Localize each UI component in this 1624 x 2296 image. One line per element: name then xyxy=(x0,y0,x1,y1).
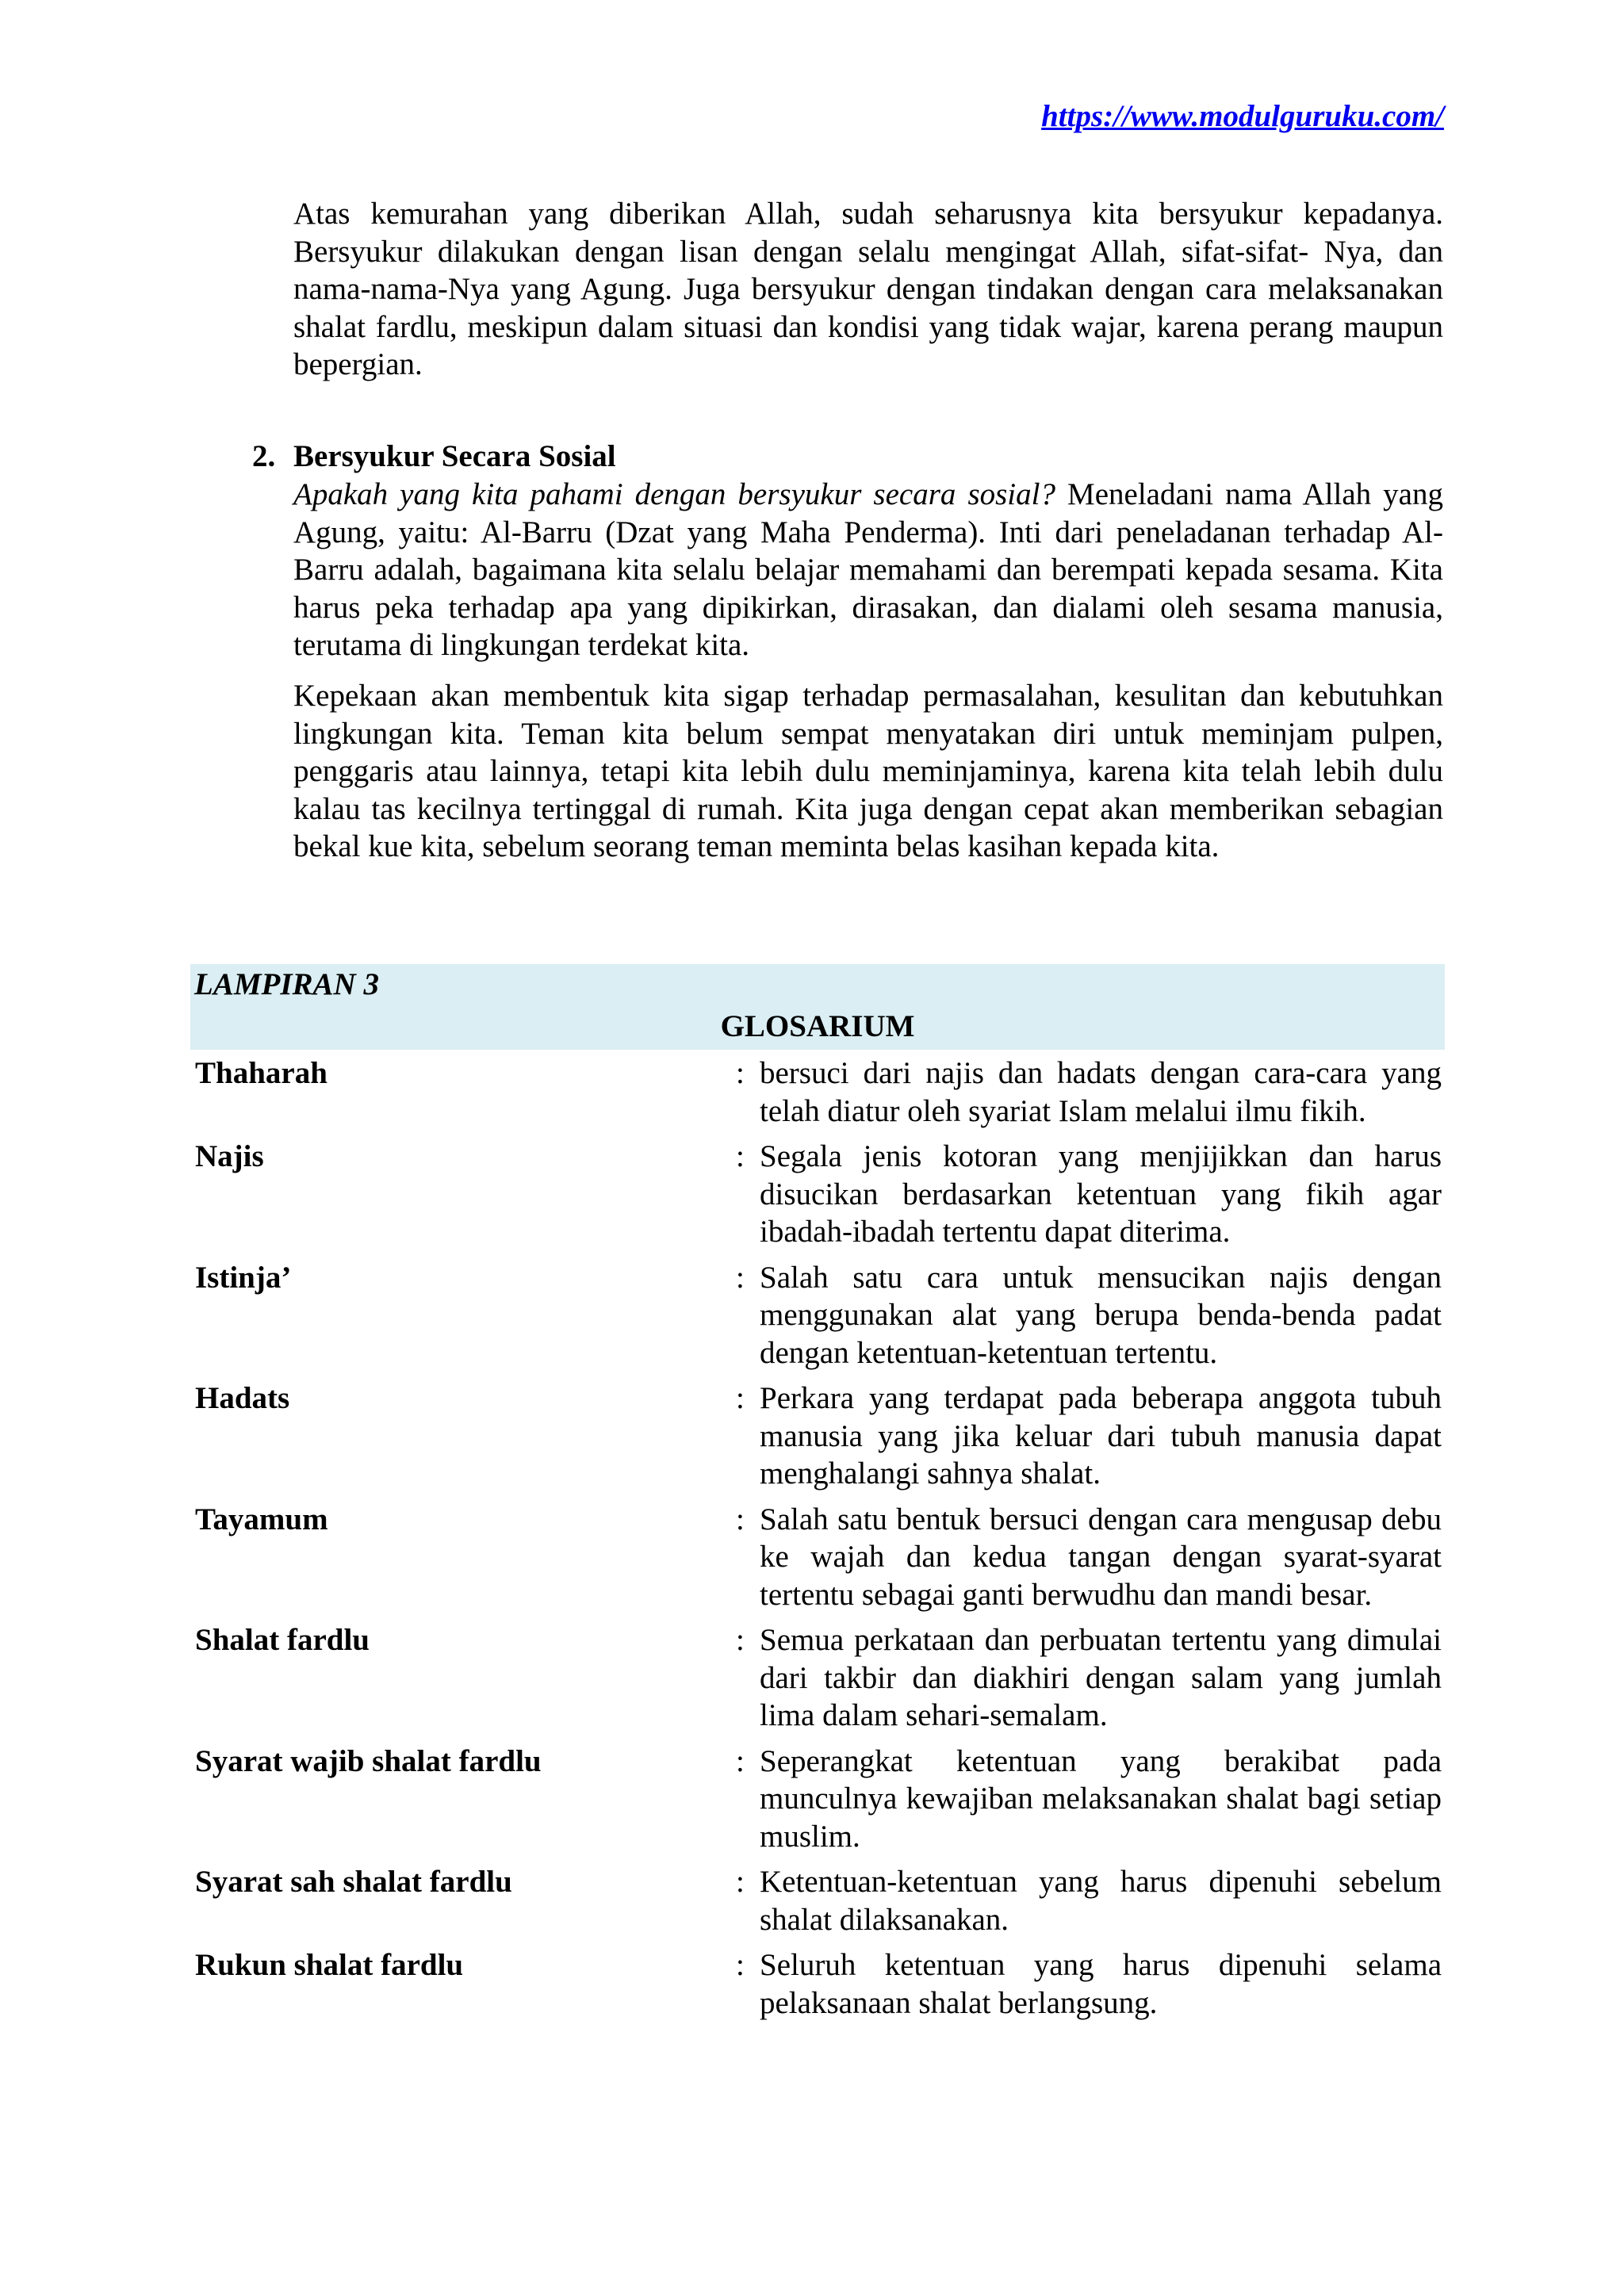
glossary-definition: Segala jenis kotoran yang menjijikkan dan harus disucikan berdasarkan ketentuan yang fikih agar ibadah-ibadah tertentu dapat diterima. xyxy=(760,1139,1442,1249)
website-link[interactable]: https://www.modulguruku.com/ xyxy=(1041,99,1444,133)
glossary-entry xyxy=(195,1946,1445,2022)
appendix-label: LAMPIRAN 3 xyxy=(194,967,379,1001)
glossary-separator: : xyxy=(736,1865,745,1899)
glossary-separator: : xyxy=(736,1381,745,1415)
glossary-term: Shalat fardlu xyxy=(195,1623,370,1657)
section-number: 2. xyxy=(252,439,276,473)
glossary-entry xyxy=(195,1138,1445,1251)
glossary-entry xyxy=(195,1621,1445,1735)
glossary-definition: Seluruh ketentuan yang harus dipenuhi selama pelaksanaan shalat berlangsung. xyxy=(760,1948,1442,2020)
glossary-title: GLOSARIUM xyxy=(720,1009,915,1043)
section-paragraph-1-text: Meneladani nama Allah yang Agung, yaitu: Al-Barru (Dzat yang Maha Penderma). Inti dari peneladanan terhadap Al-Barru adalah, bagaimana kita selalu belajar memahami dan berempati kepada sesama. Kita harus peka terhadap apa yang dipikirkan, dirasakan, dan dialami oleh sesama manusia, terutama di lingkungan terdekat kita. xyxy=(293,477,1443,662)
section-title: Bersyukur Secara Sosial xyxy=(293,439,616,473)
section-question: Apakah yang kita pahami dengan bersyukur secara sosial? xyxy=(293,477,1055,511)
glossary-term: Hadats xyxy=(195,1381,290,1415)
glossary-definition: Semua perkataan dan perbuatan tertentu yang dimulai dari takbir dan diakhiri dengan salam yang jumlah lima dalam sehari-semalam. xyxy=(760,1623,1442,1732)
glossary-entry xyxy=(195,1501,1445,1614)
glossary-term: Istinja’ xyxy=(195,1260,292,1295)
glossary-term: Syarat wajib shalat fardlu xyxy=(195,1743,542,1778)
glossary-entry xyxy=(195,1863,1445,1938)
glossary-term: Thaharah xyxy=(195,1056,327,1090)
glossary-definition: Seperangkat ketentuan yang berakibat pada munculnya kewajiban melaksanakan shalat bagi setiap muslim. xyxy=(760,1743,1442,1854)
intro-paragraph: Atas kemurahan yang diberikan Allah, sudah seharusnya kita bersyukur kepadanya. Bersyukur dilakukan dengan lisan dengan selalu mengingat Allah, sifat-sifat- Nya, dan nama-nama-Nya yang Agung. Juga bersyukur dengan tindakan dengan cara melaksanakan shalat fardlu, meskipun dalam situasi dan kondisi yang tidak wajar, karena perang maupun bepergian. xyxy=(293,197,1443,381)
glossary-entry xyxy=(195,1380,1445,1493)
glossary-term: Syarat sah shalat fardlu xyxy=(195,1865,512,1899)
glossary-separator: : xyxy=(736,1502,745,1536)
section-paragraph-1 xyxy=(293,476,1443,664)
glossary-entry xyxy=(195,1259,1445,1372)
glossary-definition: Salah satu cara untuk mensucikan najis dengan menggunakan alat yang berupa benda-benda padat dengan ketentuan-ketentuan tertentu. xyxy=(760,1260,1442,1370)
glossary-definition: Salah satu bentuk bersuci dengan cara mengusap debu ke wajah dan kedua tangan dengan syarat-syarat tertentu sebagai ganti berwudhu dan mandi besar. xyxy=(760,1502,1442,1612)
glossary-separator: : xyxy=(736,1623,745,1657)
section-paragraph-2: Kepekaan akan membentuk kita sigap terhadap permasalahan, kesulitan dan kebutuhkan lingkungan kita. Teman kita belum sempat menyatakan diri untuk meminjam pulpen, penggaris atau lainnya, tetapi kita lebih dulu meminjaminya, karena kita telah lebih dulu kalau tas kecilnya tertinggal di rumah. Kita juga dengan cepat akan memberikan sebagian bekal kue kita, sebelum seorang teman meminta belas kasihan kepada kita. xyxy=(293,679,1443,863)
glossary-entry xyxy=(195,1743,1445,1856)
section-heading xyxy=(252,438,616,475)
glossary-list xyxy=(195,1054,1445,2030)
glossary-entry xyxy=(195,1054,1445,1130)
glossary-term: Najis xyxy=(195,1139,264,1173)
glossary-definition: bersuci dari najis dan hadats dengan cara-cara yang telah diatur oleh syariat Islam melalui ilmu fikih. xyxy=(760,1056,1442,1128)
glossary-term: Rukun shalat fardlu xyxy=(195,1948,464,1982)
glossary-separator: : xyxy=(736,1056,745,1090)
glossary-separator: : xyxy=(736,1139,745,1173)
glossary-separator: : xyxy=(736,1743,745,1778)
glossary-definition: Perkara yang terdapat pada beberapa anggota tubuh manusia yang jika keluar dari tubuh manusia dapat menghalangi sahnya shalat. xyxy=(760,1381,1442,1490)
glossary-term: Tayamum xyxy=(195,1502,328,1536)
glossary-separator: : xyxy=(736,1260,745,1295)
glossary-definition: Ketentuan-ketentuan yang harus dipenuhi sebelum shalat dilaksanakan. xyxy=(760,1865,1442,1937)
glossary-separator: : xyxy=(736,1948,745,1982)
